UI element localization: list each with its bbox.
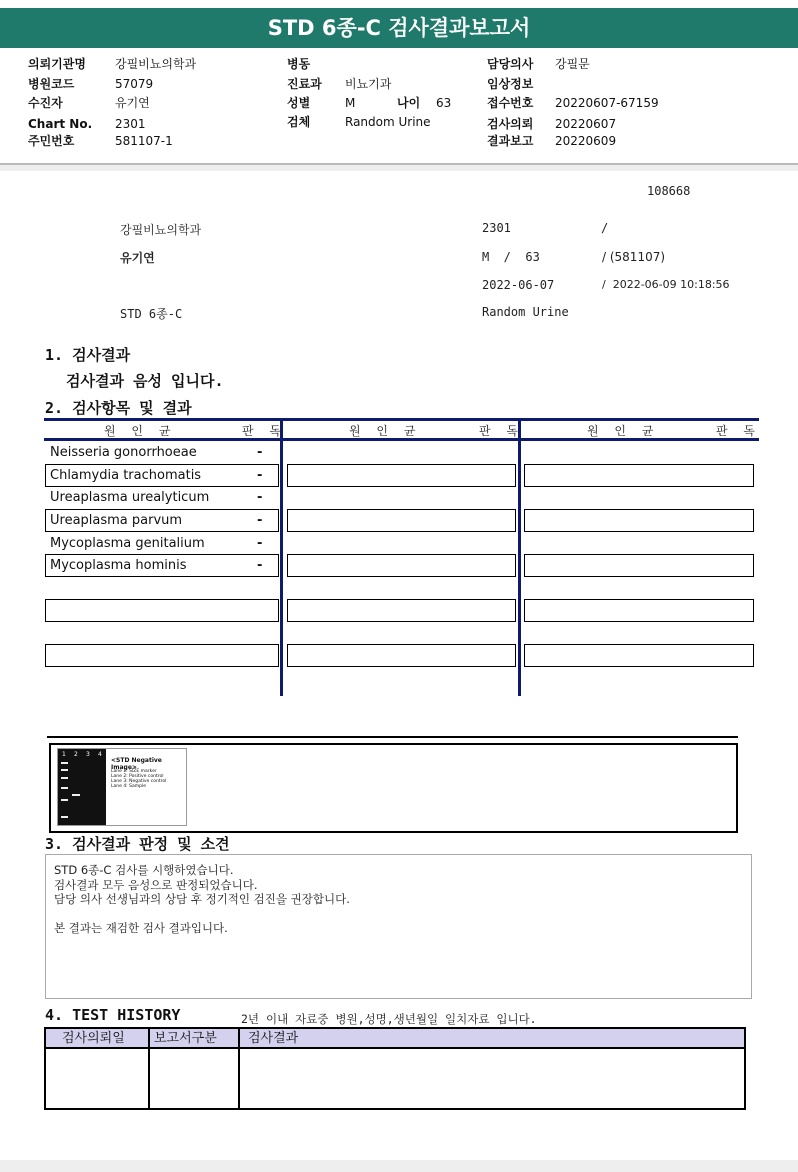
marker-band: [61, 816, 68, 818]
organism-name: Neisseria gonorrhoeae: [50, 445, 197, 460]
col-header-organism-1: 원 인 균: [104, 424, 177, 438]
label-specimen: 검체: [287, 115, 311, 129]
footer-shade: [0, 1160, 798, 1172]
col-header-result-3: 판 독: [716, 424, 761, 438]
summary-patient: 유기연: [120, 251, 155, 265]
col-header-organism-2: 원 인 균: [349, 424, 422, 438]
value-chart-no: 2301: [115, 117, 146, 131]
gel-legend-line: Lane 2: Positive control: [111, 774, 164, 779]
value-report-date: 20220609: [555, 134, 617, 148]
value-patient: 유기연: [115, 96, 150, 110]
label-department: 진료과: [287, 77, 322, 91]
label-age: 나이: [397, 96, 421, 110]
marker-band: [61, 777, 68, 779]
value-specimen: Random Urine: [345, 115, 431, 129]
result-cell-box: [287, 464, 516, 487]
summary-request-date: 2022-06-07: [482, 278, 555, 292]
label-patient: 수진자: [28, 96, 63, 110]
comment-line: STD 6종-C 검사를 시행하였습니다.: [54, 863, 234, 877]
gel-legend-line: Lane 1: SIZE marker: [111, 769, 157, 774]
organism-result: -: [257, 445, 263, 460]
positive-control-band: [72, 794, 80, 796]
value-doctor: 강필문: [555, 57, 590, 71]
marker-band: [61, 769, 68, 771]
summary-code: 108668: [647, 184, 691, 198]
gel-legend-line: Lane 4: Sample: [111, 784, 146, 789]
organism-result: -: [257, 558, 263, 573]
history-col-divider: [148, 1029, 150, 1108]
summary-hospital: 강필비뇨의학과: [120, 223, 202, 237]
gel-electrophoresis-image: [57, 748, 187, 826]
result-cell-box: [524, 464, 754, 487]
section4-heading: 4. TEST HISTORY: [45, 1006, 181, 1024]
value-department: 비뇨기과: [345, 77, 392, 91]
value-request-date: 20220607: [555, 117, 617, 131]
value-age: 63: [436, 96, 452, 110]
section1-result-text: 검사결과 음성 입니다.: [66, 372, 224, 390]
result-cell-box: [524, 599, 754, 622]
result-cell-box: [524, 644, 754, 667]
summary-chart-no: 2301: [482, 221, 511, 235]
gel-divider: [47, 736, 738, 738]
organism-name: Chlamydia trachomatis: [50, 468, 202, 483]
col-header-result-1: 판 독: [242, 424, 287, 438]
label-resident-number: 주민번호: [28, 134, 75, 148]
gel-legend-line: Lane 3: Negative control: [111, 779, 167, 784]
organism-name: Mycoplasma genitalium: [50, 536, 205, 551]
marker-band: [61, 787, 68, 789]
summary-slash: /: [601, 221, 609, 235]
label-report-date: 결과보고: [487, 134, 534, 148]
report-title: STD 6종-C 검사결과보고서: [0, 8, 798, 48]
label-sex: 성별: [287, 96, 311, 110]
gel-dark-area: [58, 749, 106, 825]
result-cell-box: [287, 599, 516, 622]
organism-name: Ureaplasma parvum: [50, 513, 183, 528]
result-cell-box: [287, 509, 516, 532]
history-col-result: 검사결과: [248, 1031, 299, 1046]
label-doctor: 담당의사: [487, 57, 534, 71]
summary-id: / (581107): [602, 250, 666, 264]
table-col-divider-1: [280, 418, 283, 696]
organism-result: -: [257, 513, 263, 528]
value-receipt-number: 20220607-67159: [555, 96, 659, 110]
result-cell-box: [524, 554, 754, 577]
gel-title: <STD Negative Image>: [111, 757, 162, 771]
col-header-organism-3: 원 인 균: [587, 424, 660, 438]
label-clinical-info: 임상정보: [487, 77, 534, 91]
label-hospital-code: 병원코드: [28, 77, 75, 91]
comment-line: 담당 의사 선생님과의 상담 후 정기적인 검진을 권장합니다.: [54, 892, 350, 906]
result-cell-box: [45, 599, 279, 622]
organism-result: -: [257, 468, 263, 483]
table-col-divider-2: [518, 418, 521, 696]
col-header-result-2: 판 독: [479, 424, 524, 438]
organism-result: -: [257, 490, 263, 505]
section1-heading: 1. 검사결과: [45, 346, 131, 364]
label-receipt-number: 접수번호: [487, 96, 534, 110]
summary-sex-age: M / 63: [482, 250, 540, 264]
comment-line: [54, 907, 743, 922]
section2-heading: 2. 검사항목 및 결과: [45, 399, 192, 417]
history-col-report-type: 보고서구분: [154, 1031, 217, 1046]
label-request-date: 검사의뢰: [487, 117, 534, 131]
value-sex: M: [345, 96, 356, 110]
comment-box: [45, 854, 752, 999]
marker-band: [61, 799, 68, 801]
marker-band: [61, 762, 68, 764]
section3-heading: 3. 검사결과 판정 및 소견: [45, 835, 230, 853]
value-resident-number: 581107-1: [115, 134, 173, 148]
table-top-border: [44, 418, 759, 421]
organism-name: Mycoplasma hominis: [50, 558, 187, 573]
organism-result: -: [257, 536, 263, 551]
lane-number: 4: [98, 751, 102, 758]
lane-number: 1: [62, 751, 66, 758]
result-cell-box: [287, 554, 516, 577]
result-cell-box: [287, 644, 516, 667]
summary-test-name: STD 6종-C: [120, 307, 183, 321]
result-cell-box: [45, 644, 279, 667]
organism-name: Ureaplasma urealyticum: [50, 490, 210, 505]
history-col-request-date: 검사의뢰일: [62, 1031, 125, 1046]
label-requesting-institution: 의뢰기관명: [28, 57, 86, 71]
test-history-table: [44, 1027, 746, 1110]
label-chart-no: Chart No.: [28, 117, 93, 131]
history-col-divider: [238, 1029, 240, 1108]
history-note: 2년 이내 자료중 병원,성명,생년월일 일치자료 입니다.: [241, 1012, 537, 1026]
summary-specimen: Random Urine: [482, 305, 569, 319]
comment-line: 검사결과 모두 음성으로 판정되었습니다.: [54, 877, 258, 892]
summary-report-datetime: / 2022-06-09 10:18:56: [602, 278, 730, 291]
lane-number: 3: [86, 751, 90, 758]
comment-line: 본 결과는 재검한 검사 결과입니다.: [54, 921, 228, 935]
header-shade: [0, 165, 798, 171]
label-ward: 병동: [287, 57, 311, 71]
result-cell-box: [524, 509, 754, 532]
lane-number: 2: [74, 751, 78, 758]
value-requesting-institution: 강필비뇨의학과: [115, 57, 197, 71]
value-hospital-code: 57079: [115, 77, 154, 91]
